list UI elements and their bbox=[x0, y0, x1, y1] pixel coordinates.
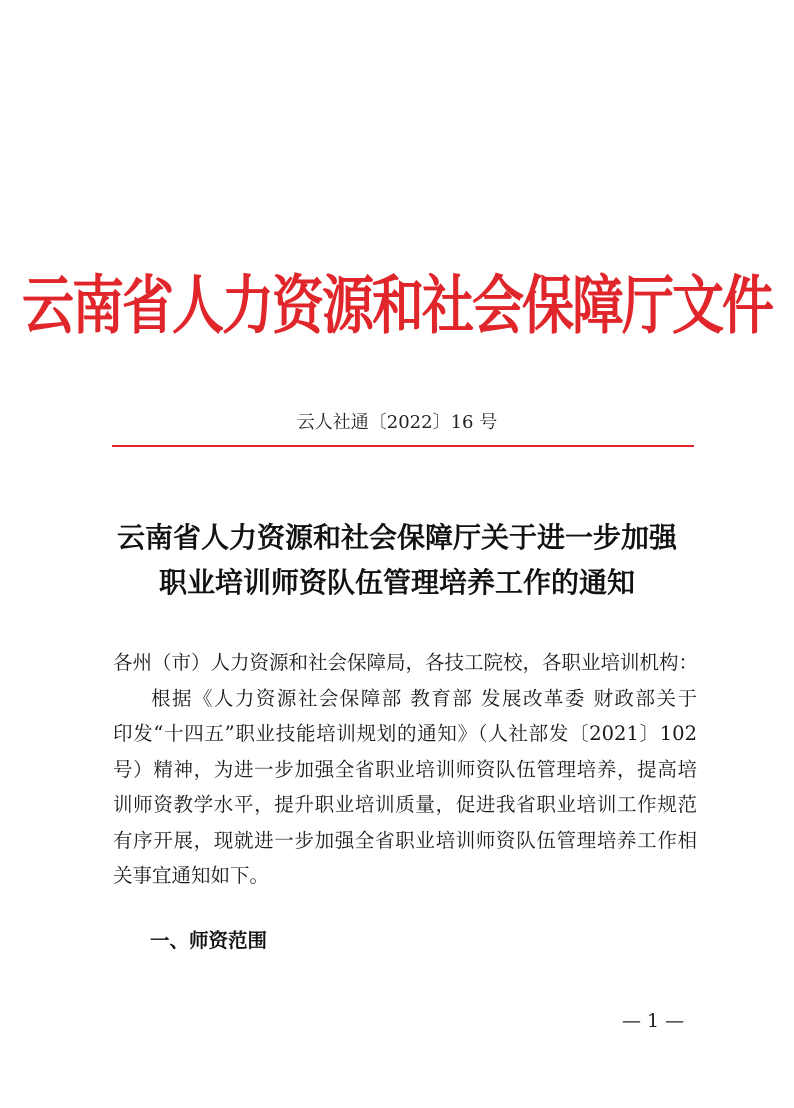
page-number: — 1 — bbox=[622, 1010, 685, 1032]
paragraph-line: 号）精神，为进一步加强全省职业培训师资队伍管理培养，提高培 bbox=[113, 757, 697, 781]
notice-title-line-2: 职业培训师资队伍管理培养工作的通知 bbox=[158, 566, 635, 599]
section-heading: 一、师资范围 bbox=[150, 929, 268, 952]
paragraph-line: 有序开展，现就进一步加强全省职业培训师资队伍管理培养工作相 bbox=[113, 828, 697, 852]
paragraph-line: 印发“十四五”职业技能培训规划的通知》（人社部发〔2021〕102 bbox=[113, 722, 697, 745]
red-separator-line bbox=[112, 445, 694, 447]
notice-title bbox=[0, 515, 794, 605]
notice-body bbox=[113, 645, 697, 894]
salutation: 各州（市）人力资源和社会保障局，各技工院校，各职业培训机构： bbox=[113, 651, 699, 674]
paragraph-line: 根据《人力资源社会保障部 教育部 发展改革委 财政部关于 bbox=[151, 686, 697, 710]
paragraph-line: 训师资教学水平，提升职业培训质量，促进我省职业培训工作规范 bbox=[113, 793, 697, 816]
notice-title-line-1: 云南省人力资源和社会保障厅关于进一步加强 bbox=[116, 521, 677, 554]
document-number: 云人社通〔2022〕16 号 bbox=[296, 412, 498, 433]
paragraph-line: 关事宜通知如下。 bbox=[113, 864, 270, 887]
document-masthead: 云南省人力资源和社会保障厅文件 bbox=[21, 268, 772, 344]
